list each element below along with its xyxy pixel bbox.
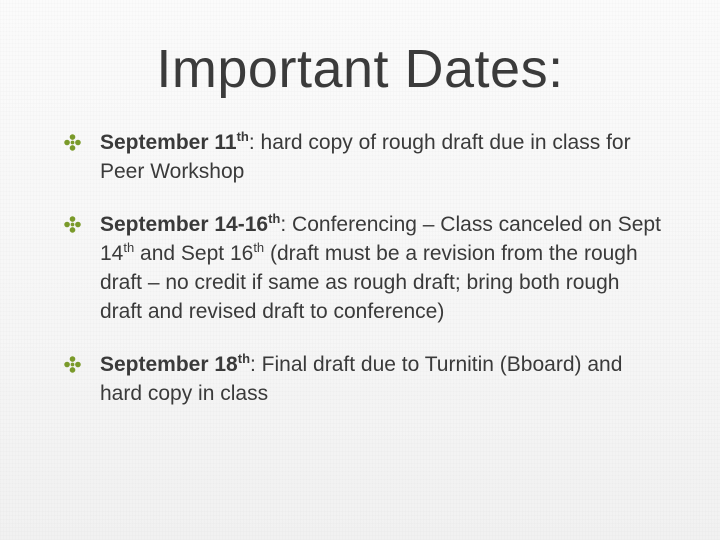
item-text: : Final draft due to Turnitin (Bboard) and hard copy in class bbox=[100, 353, 623, 405]
item-text: : Conferencing – Class canceled on Sept 14 bbox=[100, 213, 661, 265]
ordinal: th bbox=[123, 240, 135, 255]
date-ordinal: th bbox=[268, 211, 281, 226]
item-text: and Sept 16 bbox=[134, 242, 254, 265]
item-text: : hard copy of rough draft due in class for Peer Workshop bbox=[100, 131, 631, 183]
list-item bbox=[64, 128, 664, 186]
ordinal: th bbox=[253, 240, 265, 255]
item-date: September 18 bbox=[100, 353, 238, 376]
list-item bbox=[64, 210, 664, 326]
list-item bbox=[64, 350, 664, 408]
diamond-dots-bullet-icon bbox=[64, 134, 81, 151]
date-ordinal: th bbox=[237, 351, 251, 366]
item-text: (draft must be a revision from the rough draft – no credit if same as rough draft; bring both rough draft and revised draft to conference) bbox=[100, 242, 638, 323]
diamond-dots-bullet-icon bbox=[64, 356, 81, 373]
slide-title: Important Dates: bbox=[156, 39, 564, 99]
diamond-dots-bullet-icon bbox=[64, 216, 81, 233]
item-date: September 14-16 bbox=[100, 213, 269, 236]
item-date: September 11 bbox=[100, 131, 237, 154]
date-ordinal: th bbox=[236, 129, 249, 144]
dates-list bbox=[64, 128, 664, 432]
